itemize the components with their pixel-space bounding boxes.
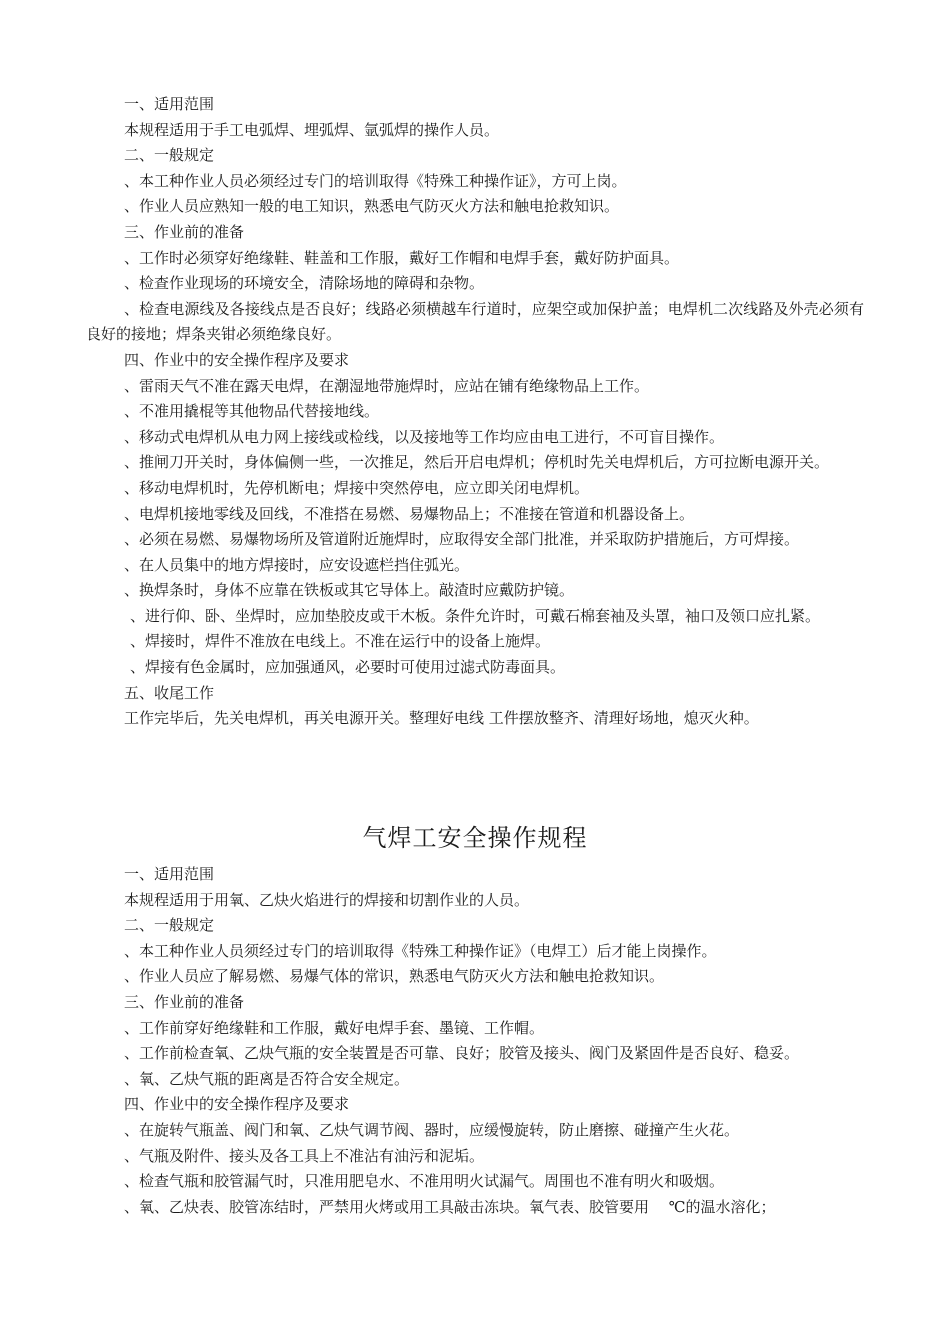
list-item: 、在旋转气瓶盖、阀门和氧、乙炔气调节阀、器时，应缓慢旋转，防止磨擦、碰撞产生火花。 — [124, 1120, 740, 1139]
list-item: 、检查作业现场的环境安全，清除场地的障碍和杂物。 — [124, 274, 485, 293]
section-heading-preparation: 三、作业前的准备 — [124, 992, 245, 1011]
section-heading-general: 二、一般规定 — [124, 146, 215, 165]
document-title: 气焊工安全操作规程 — [362, 824, 588, 852]
list-item: 、电焊机接地零线及回线，不准搭在易燃、易爆物品上；不准接在管道和机器设备上。 — [124, 504, 695, 523]
list-item: 、雷雨天气不准在露天电焊，在潮湿地带施焊时，应站在铺有绝缘物品上工作。 — [124, 376, 650, 395]
document-title-block — [0, 818, 950, 858]
list-item: 、检查电源线及各接线点是否良好；线路必须横越车行道时，应架空或加保护盖；电焊机二次线路及外壳必须有良好的接地；焊条夹钳必须绝缘良好。 — [86, 299, 864, 344]
section-heading-closing: 五、收尾工作 — [124, 683, 215, 702]
section-heading-general: 二、一般规定 — [124, 916, 215, 935]
list-item: 、检查气瓶和胶管漏气时，只准用肥皂水、不准用明火试漏气。周围也不准有明火和吸烟。 — [124, 1172, 725, 1191]
list-item: 、移动电焊机时，先停机断电；焊接中突然停电，应立即关闭电焊机。 — [124, 478, 590, 497]
list-item: 、焊接有色金属时，应加强通风，必要时可使用过滤式防毒面具。 — [130, 658, 566, 677]
list-item: 、在人员集中的地方焊接时，应安设遮栏挡住弧光。 — [124, 555, 470, 574]
list-item: 、氧、乙炔气瓶的距离是否符合安全规定。 — [124, 1069, 410, 1088]
list-item: 、进行仰、卧、坐焊时，应加垫胶皮或干木板。条件允许时，可戴石棉套袖及头罩，袖口及领口应扎紧。 — [130, 606, 821, 625]
section-heading-operation: 四、作业中的安全操作程序及要求 — [124, 350, 350, 369]
list-item: 、气瓶及附件、接头及各工具上不准沾有油污和泥垢。 — [124, 1146, 485, 1165]
paragraph-scope: 本规程适用于手工电弧焊、埋弧焊、氩弧焊的操作人员。 — [124, 120, 500, 139]
section-heading-preparation: 三、作业前的准备 — [124, 222, 245, 241]
electric-welding-rules — [0, 92, 950, 732]
list-item: 、氧、乙炔表、胶管冻结时，严禁用火烤或用工具敲击冻块。氧气表、胶管要用 ℃的温水溶化； — [124, 1197, 776, 1216]
gas-welding-rules — [0, 862, 950, 1220]
list-item: 、必须在易燃、易爆物场所及管道附近施焊时，应取得安全部门批准，并采取防护措施后，方可焊接。 — [124, 530, 800, 549]
list-item: 、换焊条时，身体不应靠在铁板或其它导体上。敲渣时应戴防护镜。 — [124, 581, 575, 600]
list-item: 、工作前检查氧、乙炔气瓶的安全装置是否可靠、良好；胶管及接头、阀门及紧固件是否良好、稳妥。 — [124, 1044, 800, 1063]
list-item: 、焊接时，焊件不准放在电线上。不准在运行中的设备上施焊。 — [130, 632, 551, 651]
paragraph-scope: 本规程适用于用氧、乙炔火焰进行的焊接和切割作业的人员。 — [124, 890, 530, 909]
list-item: 、推闸刀开关时，身体偏侧一些，一次推足，然后开启电焊机；停机时先关电焊机后，方可拉断电源开关。 — [124, 453, 830, 472]
list-item: 、本工种作业人员必须经过专门的培训取得《特殊工种操作证》，方可上岗。 — [124, 171, 627, 190]
list-item: 、作业人员应了解易燃、易爆气体的常识，熟悉电气防灭火方法和触电抢救知识。 — [124, 967, 665, 986]
list-item: 、不准用撬棍等其他物品代替接地线。 — [124, 402, 380, 421]
section-heading-scope: 一、适用范围 — [124, 865, 215, 883]
list-item: 、移动式电焊机从电力网上接线或检线，以及接地等工作均应由电工进行，不可盲目操作。 — [124, 427, 725, 446]
list-item: 、本工种作业人员须经过专门的培训取得《特殊工种操作证》（电焊工）后才能上岗操作。 — [124, 941, 717, 960]
list-item: 、工作前穿好绝缘鞋和工作服，戴好电焊手套、墨镜、工作帽。 — [124, 1018, 545, 1037]
section-heading-operation: 四、作业中的安全操作程序及要求 — [124, 1095, 350, 1114]
section-heading-scope: 一、适用范围 — [124, 95, 215, 113]
list-item: 、工作时必须穿好绝缘鞋、鞋盖和工作服，戴好工作帽和电焊手套，戴好防护面具。 — [124, 248, 680, 267]
paragraph-closing: 工作完毕后，先关电焊机，再关电源开关。整理好电线 工件摆放整齐、清理好场地，熄灭火种。 — [124, 709, 759, 728]
list-item: 、作业人员应熟知一般的电工知识，熟悉电气防灭火方法和触电抢救知识。 — [124, 197, 620, 216]
